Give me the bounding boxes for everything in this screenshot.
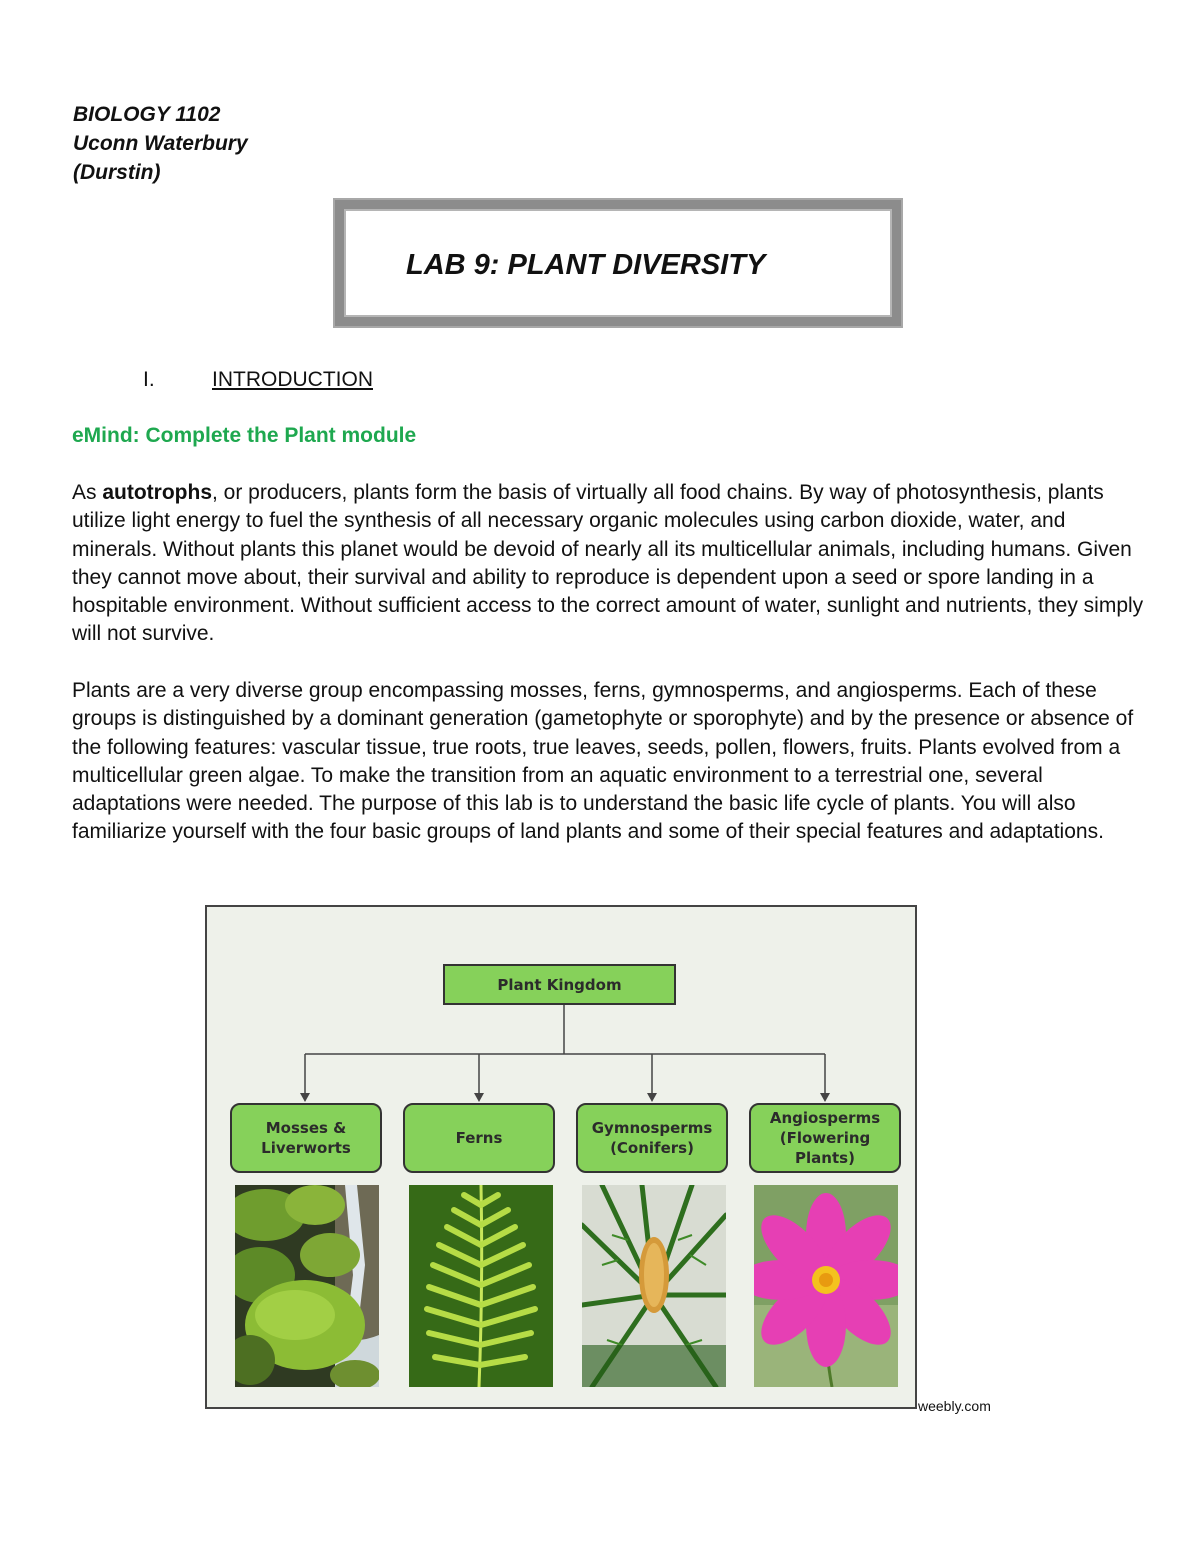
plant-kingdom-box: Plant Kingdom [443, 964, 676, 1005]
paragraph-lead: As [72, 481, 103, 504]
flower-photo [754, 1185, 898, 1387]
gymnosperms-box: Gymnosperms (Conifers) [576, 1103, 728, 1173]
mosses-box: Mosses & Liverworts [230, 1103, 382, 1173]
course-name: BIOLOGY 1102 [73, 103, 221, 126]
intro-paragraph-2: Plants are a very diverse group encompassing mosses, ferns, gymnosperms, and angiosperms. Each of these groups is distinguished by a dominant generation (gametophyte or sporophyte) and by the presence or absence of the following features: vascular tissue, true roots, true leaves, seeds, pollen, flowers, fruits. Plants evolved from a multicellular green algae. To make the transition from an aquatic environment to a terrestrial one, several adaptations were needed. The purpose of this lab is to understand the basic life cycle of plants. You will also familiarize yourself with the four basic groups of land plants and some of their special features and adaptations. [72, 679, 1134, 844]
document-header [73, 100, 248, 187]
paragraph-rest: , or producers, plants form the basis of virtually all food chains. By way of photosynthesis, plants utilize light energy to fuel the synthesis of all necessary organic molecules using carbon dioxide, water, and minerals. Without plants this planet would be devoid of nearly all its multicellular animals, including humans. Given they cannot move about, their survival and ability to reproduce is dependent upon a seed or spore landing in a hospitable environment. Without sufficient access to the correct amount of water, sunlight and nutrients, they simply will not survive. [72, 481, 1144, 646]
moss-photo [235, 1185, 379, 1387]
image-source: weebly.com [918, 1398, 991, 1414]
plant-kingdom-diagram [205, 905, 917, 1409]
angiosperms-box: Angiosperms (Flowering Plants) [749, 1103, 901, 1173]
campus-name: Uconn Waterbury [73, 132, 248, 155]
instructor-name: (Durstin) [73, 161, 161, 184]
ferns-box: Ferns [403, 1103, 555, 1173]
cycad-photo [582, 1185, 726, 1387]
intro-paragraph-1 [72, 479, 1152, 649]
title-frame [335, 200, 901, 326]
section-number: I. [143, 368, 155, 391]
autotrophs-term: autotrophs [102, 481, 212, 504]
section-title: INTRODUCTION [212, 368, 373, 391]
emind-instruction: eMind: Complete the Plant module [72, 424, 417, 447]
lab-title: LAB 9: PLANT DIVERSITY [406, 249, 766, 281]
fern-photo [409, 1185, 553, 1387]
